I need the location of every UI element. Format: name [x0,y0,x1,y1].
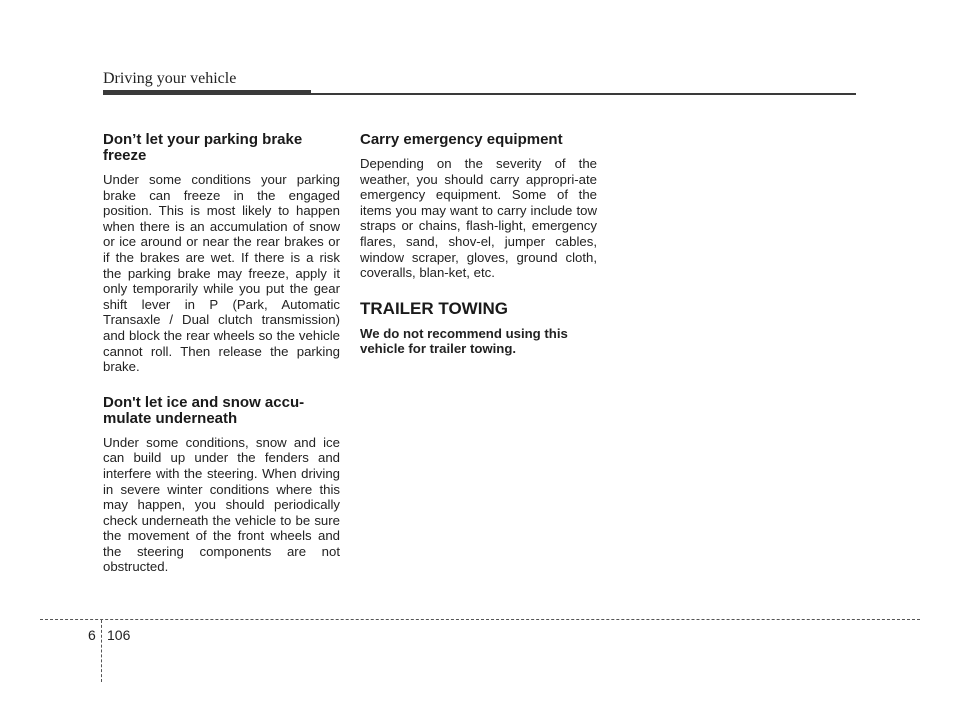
section-parking-brake-freeze [103,132,340,375]
page-header-title: Driving your vehicle [103,70,237,87]
header-rule-thick [103,90,311,95]
footer-rule [40,619,920,620]
chapter-number: 6 [88,627,96,643]
header-rule-thin [311,93,856,95]
section-heading: Don’t let your parking brake freeze [103,131,303,164]
section-emergency-equipment [360,132,597,281]
middle-column [360,132,597,377]
section-heading: Don't let ice and snow accu-mulate underneath [103,393,305,427]
section-body: Depending on the severity of the weather, you should carry appropri-ate emergency equipment. Some of the items you may want to carry include tow straps or chains, flash-light, emergency flares, sand, shov-el, jumper cables, window scraper, gloves, ground cloth, coveralls, blan-ket, etc. [360,156,597,281]
section-heading: Carry emergency equipment [360,131,563,148]
section-ice-snow-underneath [103,395,340,575]
section-body: Under some conditions your parking brake can freeze in the engaged position. This is most likely to happen when there is an accumulation of snow or ice around or near the rear brakes or if the brakes are wet. If there is a risk the parking brake may freeze, apply it only temporarily while you put the gear shift lever in P (Park, Automatic Transaxle / Dual clutch transmission) and block the rear wheels so the vehicle cannot roll. Then release the parking brake. [103,172,340,375]
section-trailer-towing [360,299,597,357]
footer-vertical-rule [101,620,102,682]
section-body-bold: We do not recommend using this vehicle for trailer towing. [360,325,568,357]
section-body: Under some conditions, snow and ice can build up under the fenders and interfere with the steering. When driving in severe winter conditions where this may happen, you should periodically check underneath the vehicle to be sure the movement of the front wheels and the steering components are not obstructed. [103,434,340,575]
page-number: 106 [107,627,131,643]
left-column [103,132,340,595]
section-heading-major: TRAILER TOWING [360,298,508,318]
